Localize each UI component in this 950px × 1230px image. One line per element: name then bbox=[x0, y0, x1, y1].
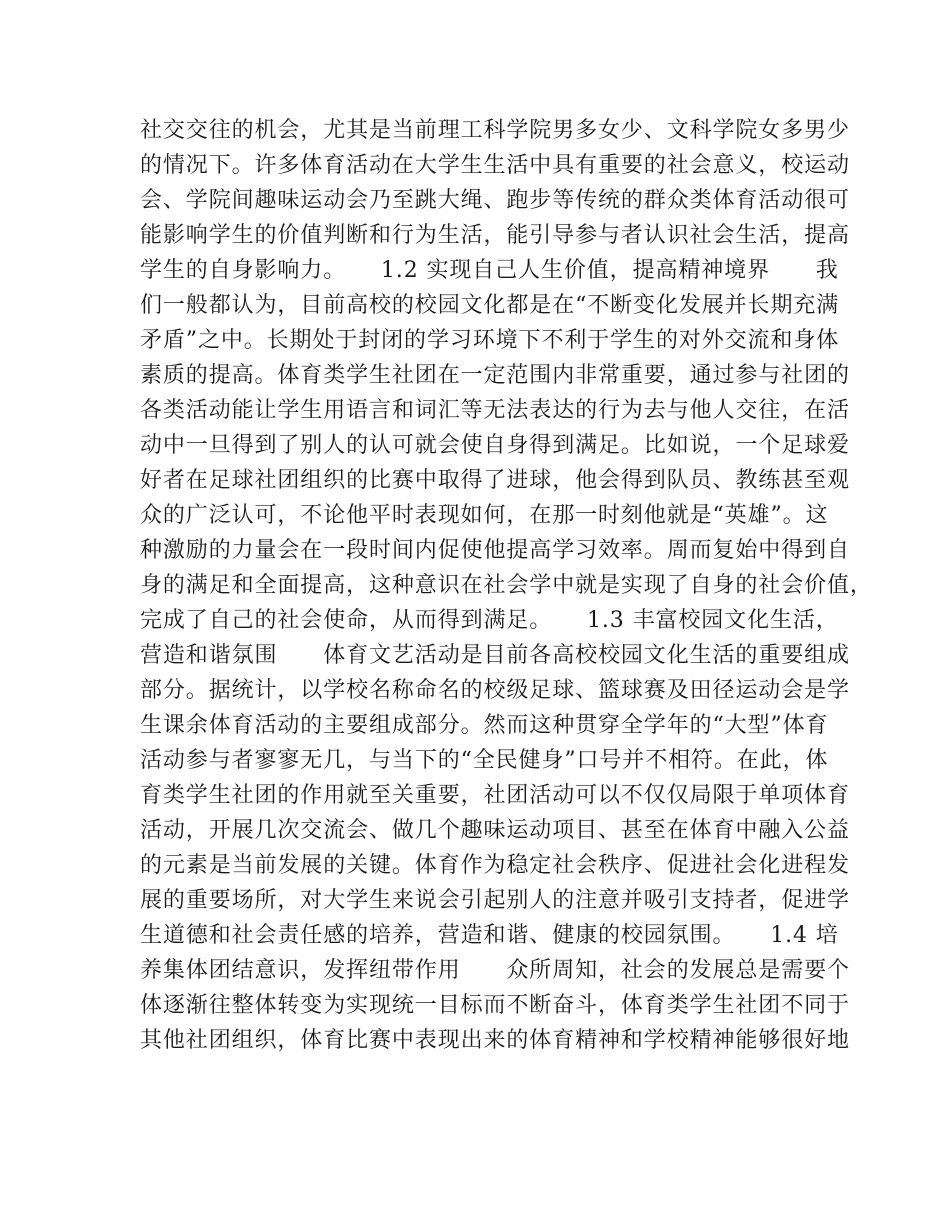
text-line: 体逐渐往整体转变为实现统一目标而不断奋斗，体育类学生社团不同于 bbox=[140, 993, 850, 1018]
text-line: 的元素是当前发展的关键。体育作为稳定社会秩序、促进社会化进程发 bbox=[140, 853, 850, 878]
text-line: 身的满足和全面提高，这种意识在社会学中就是实现了自身的社会价值， bbox=[140, 573, 873, 598]
text-line: 营造和谐氛围 体育文艺活动是目前各高校校园文化生活的重要组成 bbox=[140, 643, 850, 668]
text-line: 生课余体育活动的主要组成部分。然而这种贯穿全学年的“大型”体育 bbox=[140, 713, 829, 738]
text-line: 的情况下。许多体育活动在大学生生活中具有重要的社会意义，校运动 bbox=[140, 153, 850, 178]
text-line: 展的重要场所，对大学生来说会引起别人的注意并吸引支持者，促进学 bbox=[140, 888, 850, 913]
text-line: 部分。据统计，以学校名称命名的校级足球、篮球赛及田径运动会是学 bbox=[140, 678, 850, 703]
text-line: 种激励的力量会在一段时间内促使他提高学习效率。周而复始中得到自 bbox=[140, 538, 850, 563]
text-line: 学生的自身影响力。 1.2 实现自己人生价值，提高精神境界 我 bbox=[140, 258, 839, 283]
text-line: 们一般都认为，目前高校的校园文化都是在“不断变化发展并长期充满 bbox=[140, 293, 840, 318]
text-line: 矛盾”之中。长期处于封闭的学习环境下不利于学生的对外交流和身体 bbox=[140, 328, 840, 353]
body-text bbox=[140, 113, 873, 1058]
text-line: 养集体团结意识，发挥纽带作用 众所周知，社会的发展总是需要个 bbox=[140, 958, 850, 983]
text-line: 能影响学生的价值判断和行为生活，能引导参与者认识社会生活，提高 bbox=[140, 223, 850, 248]
text-line: 活动，开展几次交流会、做几个趣味运动项目、甚至在体育中融入公益 bbox=[140, 818, 850, 843]
text-line: 会、学院间趣味运动会乃至跳大绳、跑步等传统的群众类体育活动很可 bbox=[140, 188, 850, 213]
text-line: 活动参与者寥寥无几，与当下的“全民健身”口号并不相符。在此，体 bbox=[140, 748, 829, 773]
text-line: 众的广泛认可，不论他平时表现如何，在那一时刻他就是“英雄”。这 bbox=[140, 503, 829, 528]
text-line: 育类学生社团的作用就至关重要，社团活动可以不仅仅局限于单项体育 bbox=[140, 783, 850, 808]
text-line: 各类活动能让学生用语言和词汇等无法表达的行为去与他人交往，在活 bbox=[140, 398, 850, 423]
text-line: 动中一旦得到了别人的认可就会使自身得到满足。比如说，一个足球爱 bbox=[140, 433, 850, 458]
text-line: 好者在足球社团组织的比赛中取得了进球，他会得到队员、教练甚至观 bbox=[140, 468, 850, 493]
text-line: 其他社团组织，体育比赛中表现出来的体育精神和学校精神能够很好地 bbox=[140, 1028, 850, 1053]
text-line: 完成了自己的社会使命，从而得到满足。 1.3 丰富校园文化生活， bbox=[140, 608, 839, 633]
text-line: 生道德和社会责任感的培养，营造和谐、健康的校园氛围。 1.4 培 bbox=[140, 923, 839, 948]
text-line: 社交交往的机会，尤其是当前理工科学院男多女少、文科学院女多男少 bbox=[140, 118, 850, 143]
text-line: 素质的提高。体育类学生社团在一定范围内非常重要，通过参与社团的 bbox=[140, 363, 850, 388]
